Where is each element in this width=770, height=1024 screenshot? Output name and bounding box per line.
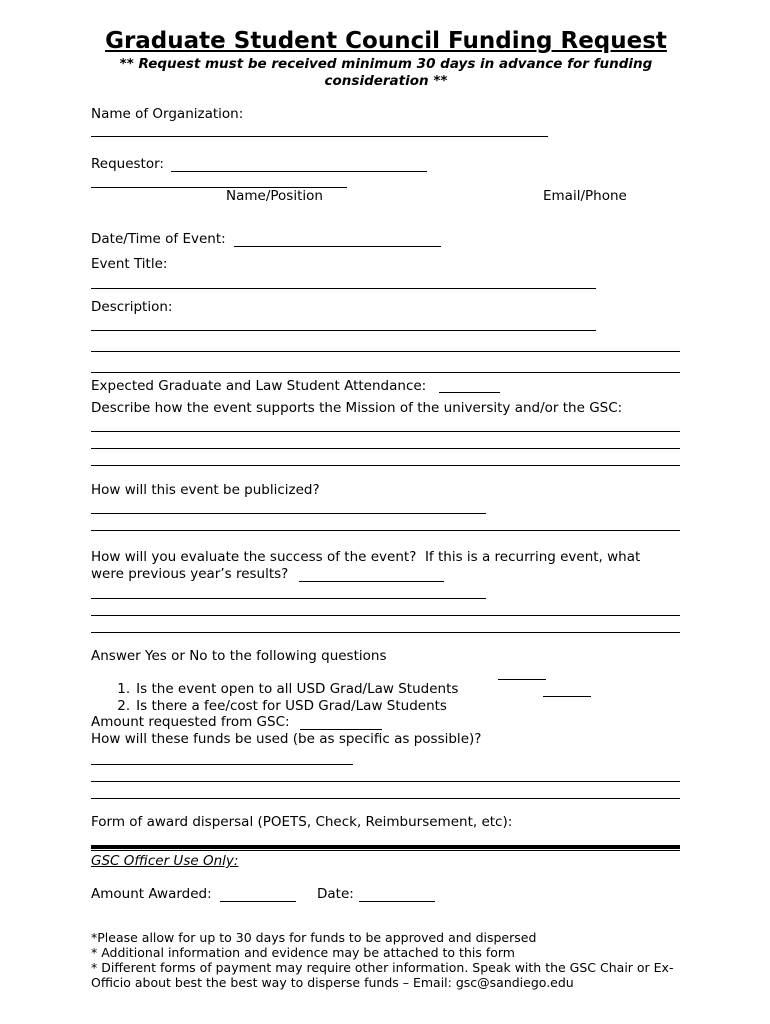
date-awarded-label: Date: (317, 886, 354, 902)
event-title-field[interactable] (91, 288, 596, 289)
evaluate-label-1: How will you evaluate the success of the event? If this is a recurring event, what (91, 549, 641, 565)
amount-awarded-label: Amount Awarded: (91, 886, 212, 902)
evaluate-field-3[interactable] (91, 632, 680, 633)
question-2-number: 2. (117, 698, 131, 714)
date-time-field[interactable] (234, 246, 441, 247)
amount-requested-label: Amount requested from GSC: (91, 714, 290, 730)
date-time-label: Date/Time of Event: (91, 231, 226, 247)
mission-field-2[interactable] (91, 448, 680, 449)
date-awarded-field[interactable] (359, 901, 435, 902)
publicized-label: How will this event be publicized? (91, 482, 320, 498)
previous-results-field[interactable] (299, 581, 444, 582)
note-4: Officio about best the best way to disperse funds – Email: gsc@sandiego.edu (91, 975, 574, 990)
publicized-field-2[interactable] (91, 530, 680, 531)
mission-field-3[interactable] (91, 465, 680, 466)
description-field-2[interactable] (91, 351, 680, 352)
mission-label: Describe how the event supports the Mission of the university and/or the GSC: (91, 400, 623, 416)
evaluate-field-2[interactable] (91, 615, 680, 616)
dispersal-label: Form of award dispersal (POETS, Check, Reimbursement, etc): (91, 814, 513, 830)
section-divider-thin (91, 850, 680, 851)
page-title: Graduate Student Council Funding Request (105, 28, 667, 54)
requestor-field-1[interactable] (171, 171, 427, 172)
yes-no-intro: Answer Yes or No to the following questions (91, 648, 387, 664)
note-1: *Please allow for up to 30 days for funds to be approved and dispersed (91, 930, 537, 945)
amount-awarded-field[interactable] (220, 901, 296, 902)
attendance-field[interactable] (439, 392, 500, 393)
evaluate-field-1[interactable] (91, 598, 486, 599)
question-1-text: Is the event open to all USD Grad/Law Students (136, 681, 459, 697)
publicized-field-1[interactable] (91, 513, 486, 514)
description-field-1[interactable] (91, 330, 596, 331)
requestor-label: Requestor: (91, 156, 164, 172)
event-title-label: Event Title: (91, 256, 168, 272)
question-2-answer[interactable] (543, 696, 591, 697)
org-label: Name of Organization: (91, 106, 244, 122)
note-2: * Additional information and evidence may be attached to this form (91, 945, 515, 960)
note-3: * Different forms of payment may require other information. Speak with the GSC Chair or Ex- (91, 960, 674, 975)
section-divider-thick (91, 845, 680, 849)
page-subtitle: ** Request must be received minimum 30 days in advance for funding consideration ** (119, 56, 653, 89)
description-label: Description: (91, 299, 173, 315)
funds-used-field-1[interactable] (91, 764, 353, 765)
name-position-caption: Name/Position (226, 188, 323, 204)
question-2-text: Is there a fee/cost for USD Grad/Law Students (136, 698, 447, 714)
funds-used-field-2[interactable] (91, 781, 680, 782)
mission-field-1[interactable] (91, 431, 680, 432)
funds-used-field-3[interactable] (91, 798, 680, 799)
attendance-label: Expected Graduate and Law Student Attendance: (91, 378, 427, 394)
email-phone-caption: Email/Phone (543, 188, 627, 204)
amount-requested-field[interactable] (300, 729, 382, 730)
question-1-answer[interactable] (498, 679, 546, 680)
funds-used-label: How will these funds be used (be as specific as possible)? (91, 731, 482, 747)
evaluate-label-2: were previous year’s results? (91, 566, 289, 582)
description-field-3[interactable] (91, 372, 680, 373)
question-1-number: 1. (117, 681, 131, 697)
officer-use-heading: GSC Officer Use Only: (91, 853, 239, 869)
org-field[interactable] (91, 136, 548, 137)
